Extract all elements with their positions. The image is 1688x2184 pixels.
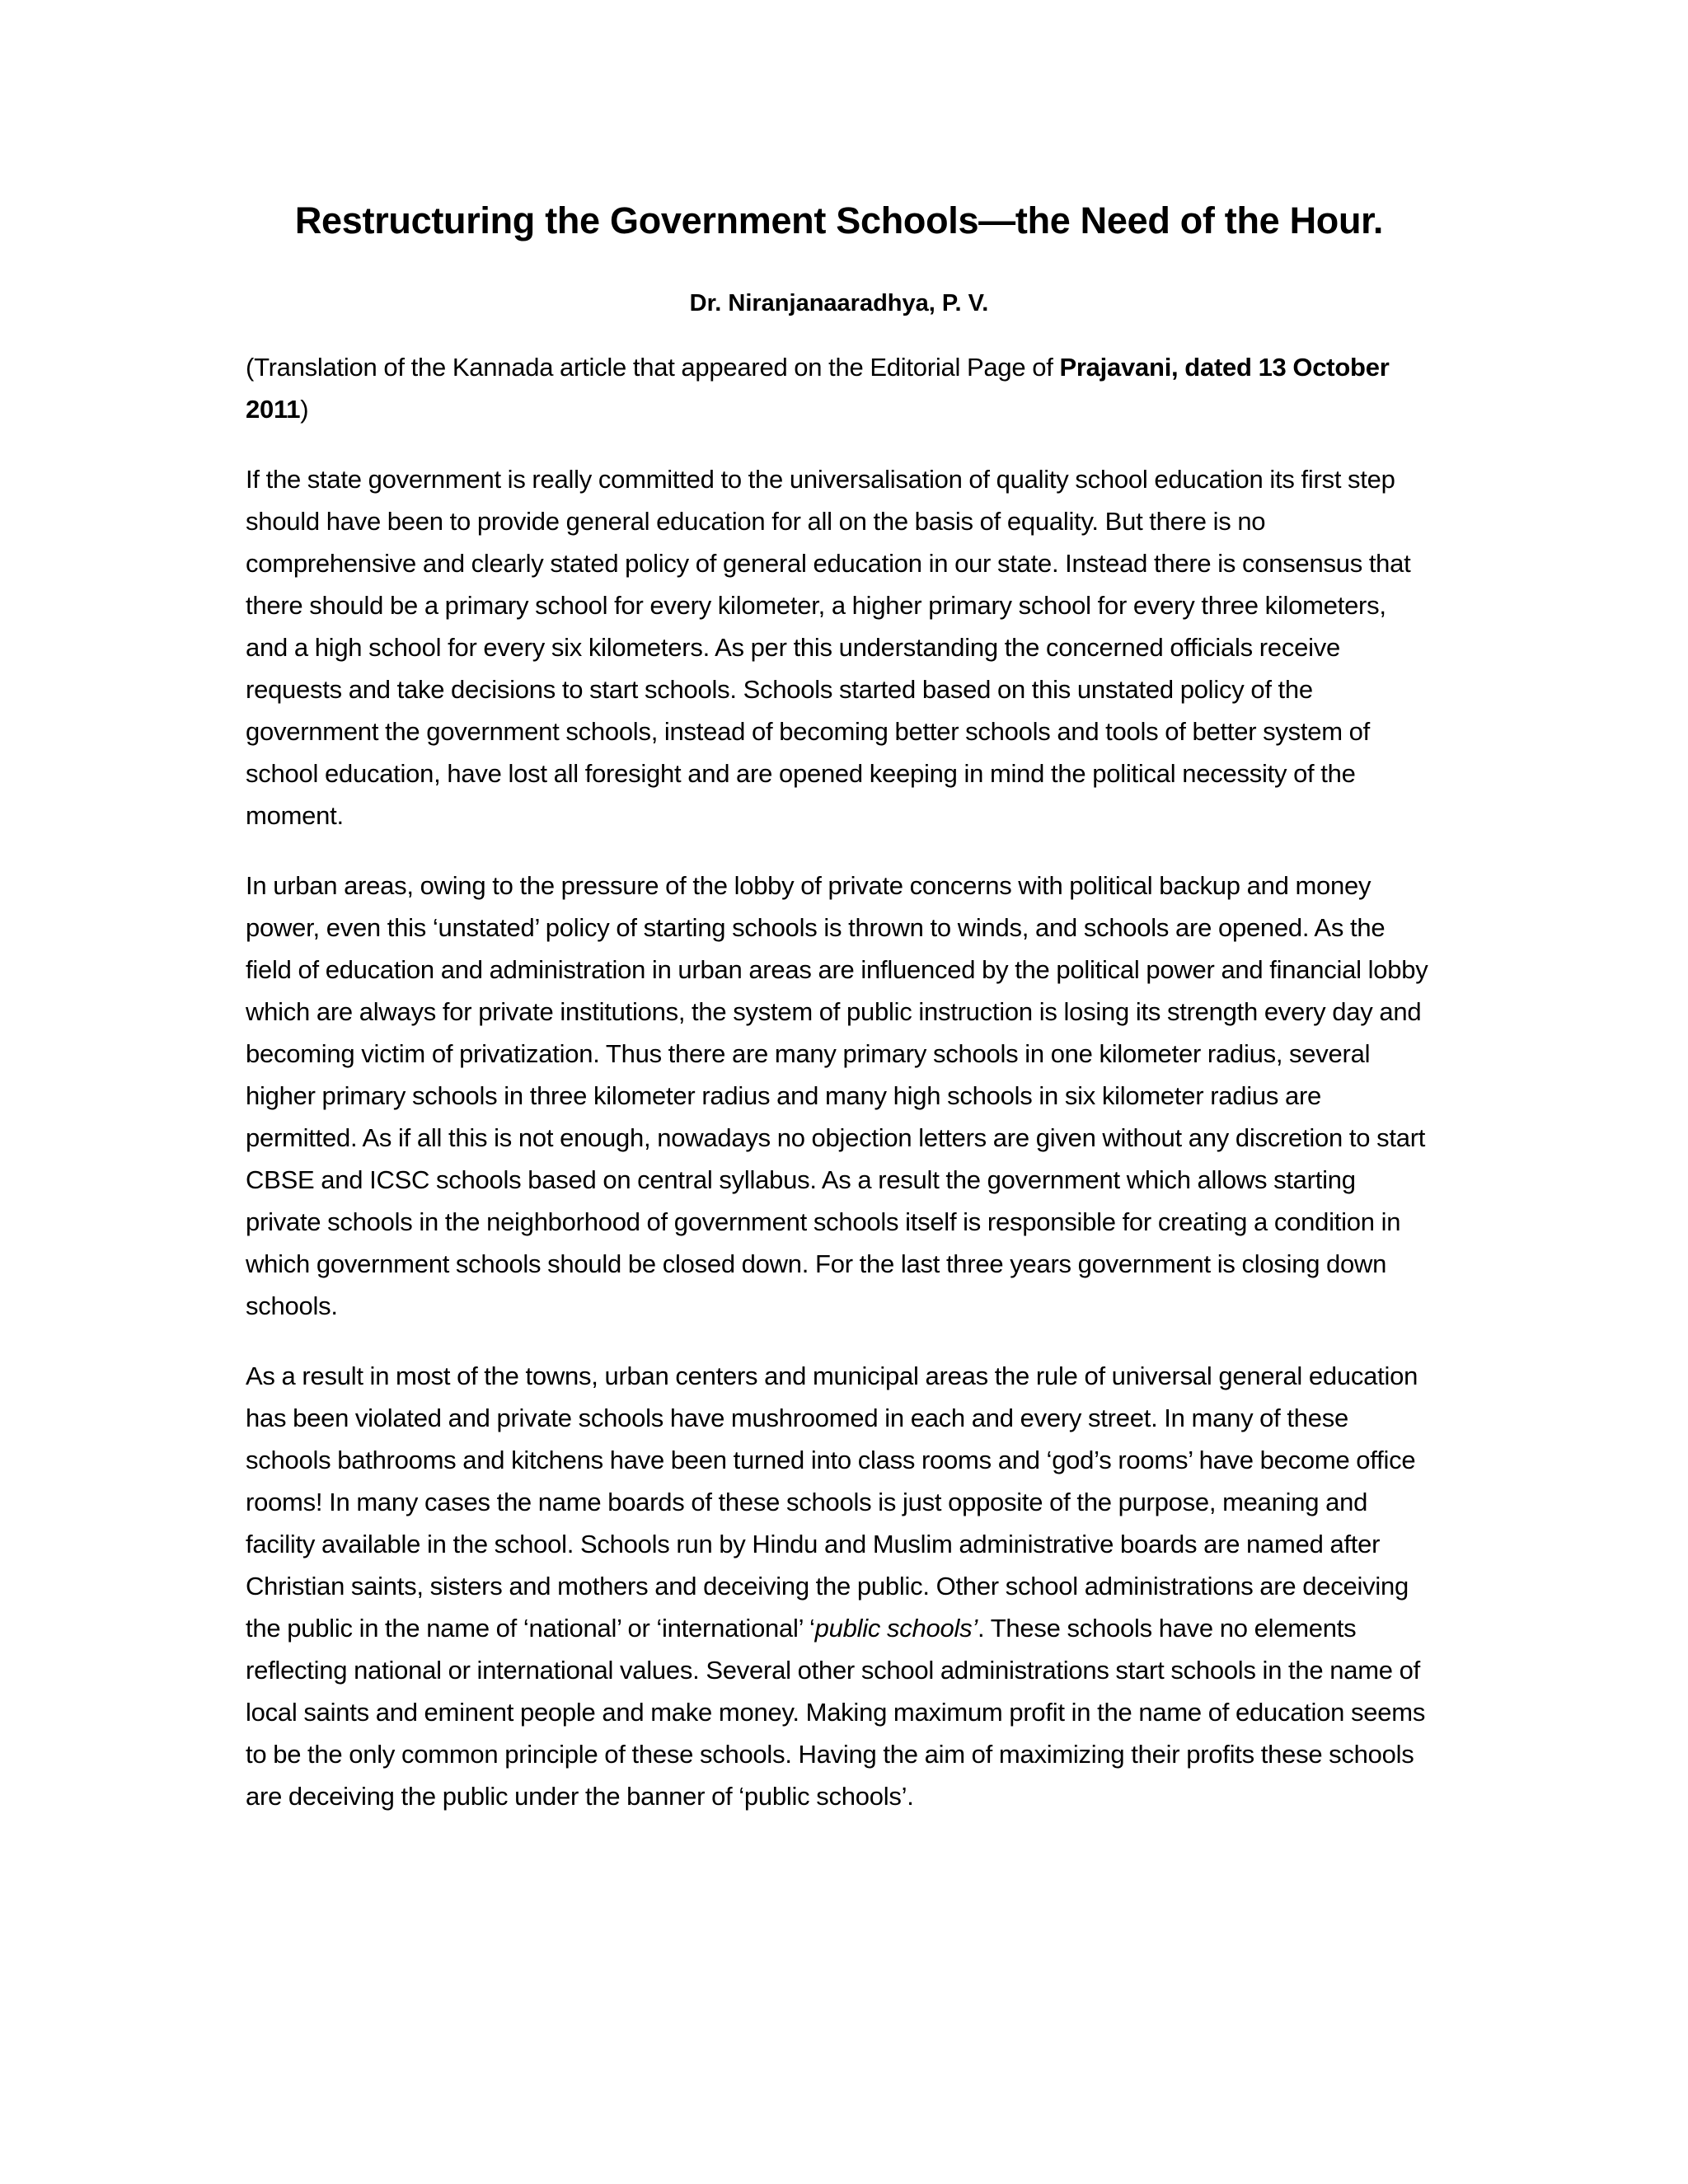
author-byline: Dr. Niranjanaaradhya, P. V. bbox=[689, 290, 989, 316]
paragraph-3-italic-phrase: public schools’ bbox=[814, 1614, 978, 1643]
source-note-close-paren: ) bbox=[300, 395, 309, 424]
document-page bbox=[246, 196, 1432, 1845]
source-note-publication: Prajavani, dated 13 October 2011 bbox=[246, 353, 1390, 424]
paragraph-1: If the state government is really committed to the universalisation of quality school education its first step should have been to provide general education for all on the basis of equality. But there is no comprehensive and clearly stated policy of general education in our state. Instead there is consensus that there should be a primary school for every kilometer, a higher primary school for every three kilometers, and a high school for every six kilometers. As per this understanding the concerned officials receive requests and take decisions to start schools. Schools started based on this unstated policy of the government the government schools, instead of becoming better schools and tools of better system of school education, have lost all foresight and are opened keeping in mind the political necessity of the moment. bbox=[246, 465, 1411, 830]
source-note bbox=[246, 346, 1432, 430]
paragraph-3 bbox=[246, 1355, 1432, 1817]
source-note-prefix: Translation of the Kannada article that appeared on the Editorial Page of bbox=[254, 353, 1060, 382]
source-note-open-paren: ( bbox=[246, 353, 255, 382]
paragraph-3-part-2: . These schools have no elements reflecting national or international values. Several other school administrations start schools in the name of local saints and eminent people and make money. Making maximum profit in the name of education seems to be the only common principle of these schools. Having the aim of maximizing their profits these schools are deceiving the public under the banner of ‘public schools’. bbox=[246, 1614, 1426, 1811]
paragraph-3-part-1: As a result in most of the towns, urban centers and municipal areas the rule of universal general education has been violated and private schools have mushroomed in each and every street. In many of these schools bathrooms and kitchens have been turned into class rooms and ‘god’s rooms’ have become office rooms! In many cases the name boards of these schools is just opposite of the purpose, meaning and facility available in the school. Schools run by Hindu and Muslim administrative boards are named after Christian saints, sisters and mothers and deceiving the public. Other school administrations are deceiving the public in the name of ‘national’ or ‘international’ ‘ bbox=[246, 1361, 1418, 1643]
paragraph-2: In urban areas, owing to the pressure of the lobby of private concerns with political backup and money power, even this ‘unstated’ policy of starting schools is thrown to winds, and schools are opened. As the field of education and administration in urban areas are influenced by the political power and financial lobby which are always for private institutions, the system of public instruction is losing its strength every day and becoming victim of privatization. Thus there are many primary schools in one kilometer radius, several higher primary schools in three kilometer radius and many high schools in six kilometer radius are permitted. As if all this is not enough, nowadays no objection letters are given without any discretion to start CBSE and ICSC schools based on central syllabus. As a result the government which allows starting private schools in the neighborhood of government schools itself is responsible for creating a condition in which government schools should be closed down. For the last three years government is closing down schools. bbox=[246, 871, 1428, 1320]
document-title: Restructuring the Government Schools—the Need of the Hour. bbox=[294, 199, 1384, 241]
